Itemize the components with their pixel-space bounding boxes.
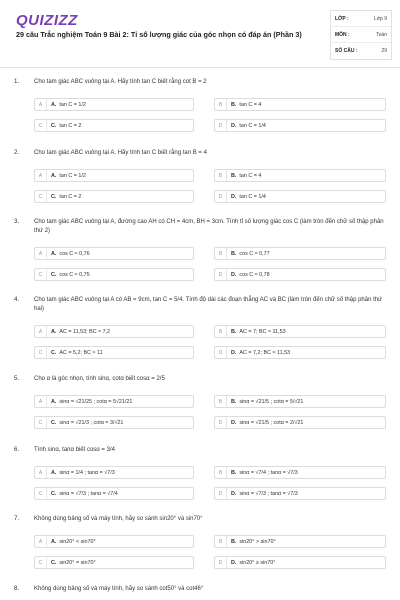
page-header: [0, 0, 400, 68]
option-label: A.: [51, 328, 57, 335]
option-letter-box: C: [35, 347, 47, 358]
option-label: B.: [231, 250, 237, 257]
option-label: D.: [231, 419, 237, 426]
question-number: 8.: [14, 585, 20, 592]
option-text: sinα = √21/5 ; cotα = 2/√21: [239, 419, 304, 426]
option-text: sin20° ≥ sin70°: [239, 559, 276, 566]
option-text: tan C = 4: [239, 101, 262, 108]
option-letter-box: A: [35, 467, 47, 478]
option-d[interactable]: [214, 268, 386, 281]
option-label: A.: [51, 538, 57, 545]
option-d[interactable]: [214, 346, 386, 359]
option-text: tan C = 1/2: [59, 101, 86, 108]
option-b[interactable]: [214, 169, 386, 182]
option-label: C.: [51, 271, 57, 278]
option-label: B.: [231, 469, 237, 476]
option-text: tan C = 2: [59, 122, 82, 129]
option-letter-box: B: [215, 536, 227, 547]
option-letter-box: D: [215, 488, 227, 499]
meta-row-count: [331, 43, 391, 59]
option-text: tan C = 2: [59, 193, 82, 200]
option-label: C.: [51, 419, 57, 426]
option-label: B.: [231, 328, 237, 335]
option-a[interactable]: [34, 325, 194, 338]
option-letter-box: B: [215, 467, 227, 478]
option-letter-box: B: [215, 99, 227, 110]
option-label: A.: [51, 250, 57, 257]
option-label: B.: [231, 101, 237, 108]
option-a[interactable]: [34, 169, 194, 182]
option-text: sin20° < sin70°: [59, 538, 96, 545]
meta-row-subject: [331, 27, 391, 43]
option-text: sinα = 1/4 ; tanα = √7/3: [59, 469, 115, 476]
quizizz-logo: QUIZIZZ: [16, 12, 78, 29]
option-letter-box: B: [215, 396, 227, 407]
question-text: Cho tam giác ABC vuông tại A, đường cao AH có CH = 4cm, BH = 3cm. Tính tỉ số lượng giác cos C (làm tròn đến chữ số thập phân thứ 2): [34, 219, 384, 234]
option-b[interactable]: [214, 247, 386, 260]
option-label: A.: [51, 469, 57, 476]
option-b[interactable]: [214, 325, 386, 338]
option-text: AC = 5,2; BC ≈ 11: [59, 349, 103, 356]
option-label: A.: [51, 398, 57, 405]
option-label: C.: [51, 559, 57, 566]
option-text: tan C = 1/4: [239, 193, 266, 200]
option-b[interactable]: [214, 466, 386, 479]
option-label: D.: [231, 490, 237, 497]
option-letter-box: D: [215, 120, 227, 131]
option-b[interactable]: [214, 98, 386, 111]
option-label: D.: [231, 271, 237, 278]
option-d[interactable]: [214, 487, 386, 500]
meta-row-class: [331, 11, 391, 27]
question-number: 4.: [14, 296, 20, 303]
option-label: D.: [231, 122, 237, 129]
meta-value: Toán: [376, 31, 387, 38]
option-a[interactable]: [34, 395, 194, 408]
option-c[interactable]: [34, 346, 194, 359]
option-label: C.: [51, 122, 57, 129]
option-text: sinα = √21/5 ; cotα = 5/√21: [239, 398, 304, 405]
option-d[interactable]: [214, 556, 386, 569]
option-text: sin20° > sin70°: [239, 538, 276, 545]
question-text: Cho α là góc nhọn, tính sinα, cotα biết cosα = 2/5: [34, 376, 165, 382]
option-letter-box: D: [215, 269, 227, 280]
option-d[interactable]: [214, 119, 386, 132]
meta-label: LỚP :: [335, 15, 349, 22]
option-c[interactable]: [34, 268, 194, 281]
option-a[interactable]: [34, 247, 194, 260]
option-text: cos C ≈ 0,78: [239, 271, 270, 278]
option-label: C.: [51, 349, 57, 356]
option-letter-box: A: [35, 536, 47, 547]
option-letter-box: A: [35, 99, 47, 110]
option-letter-box: D: [215, 417, 227, 428]
option-label: B.: [231, 538, 237, 545]
question-number: 3.: [14, 218, 20, 225]
meta-value: 29: [381, 48, 387, 54]
option-text: AC = 7; BC ≈ 11,53: [239, 328, 286, 335]
option-letter-box: A: [35, 396, 47, 407]
option-letter-box: A: [35, 326, 47, 337]
option-label: C.: [51, 490, 57, 497]
meta-table: [330, 10, 392, 60]
option-c[interactable]: [34, 119, 194, 132]
option-b[interactable]: [214, 395, 386, 408]
option-letter-box: D: [215, 191, 227, 202]
option-text: sinα = √21/3 ; cotα = 3/√21: [59, 419, 124, 426]
option-text: tan C = 4: [239, 172, 262, 179]
question-text: Tính sinα, tanα biết cosα = 3/4: [34, 447, 115, 453]
option-a[interactable]: [34, 535, 194, 548]
option-text: tan C = 1/4: [239, 122, 266, 129]
option-letter-box: A: [35, 170, 47, 181]
option-letter-box: C: [35, 191, 47, 202]
option-b[interactable]: [214, 535, 386, 548]
option-letter-box: B: [215, 248, 227, 259]
question-text: Không dùng bảng số và máy tính, hãy so sánh cot50° và cot46°: [34, 586, 204, 592]
option-text: sinα = √7/4 ; tanα = √7/3: [239, 469, 298, 476]
option-c[interactable]: [34, 416, 194, 429]
option-label: C.: [51, 193, 57, 200]
question-number: 6.: [14, 446, 20, 453]
meta-label: MÔN :: [335, 31, 350, 38]
option-text: cos C ≈ 0,77: [239, 250, 270, 257]
option-text: AC = 7,2; BC ≈ 11,53: [239, 349, 291, 356]
option-text: sinα = √21/25 ; cotα = 5√21/21: [59, 398, 133, 405]
option-a[interactable]: [34, 98, 194, 111]
question-text: Cho tam giác ABC vuông tại A. Hãy tính tan C biết rằng tan B = 4: [34, 150, 207, 156]
option-letter-box: B: [215, 170, 227, 181]
option-text: sinα = √7/3 ; tanα = √7/4: [59, 490, 118, 497]
question-text: Cho tam giác ABC vuông tại A. Hãy tính tan C biết rằng cot B = 2: [34, 79, 207, 85]
document-title: 29 câu Trắc nghiệm Toán 9 Bài 2: Tỉ số lượng giác của góc nhọn có đáp án (Phần 3): [16, 30, 302, 39]
question-text: Không dùng bảng số và máy tính, hãy so sánh sin20° và sin70°: [34, 516, 203, 522]
option-text: AC = 11,53; BC ≈ 7,2: [59, 328, 111, 335]
question-text: Cho tam giác ABC vuông tại A có AB = 9cm, tan C = 5/4. Tính độ dài các đoạn thẳng AC và BC (làm tròn đến chữ số thập phân thứ hai): [34, 297, 383, 312]
meta-value: Lớp 9: [373, 15, 387, 22]
option-text: cos C ≈ 0,75: [59, 271, 90, 278]
option-label: D.: [231, 349, 237, 356]
option-text: tan C = 1/2: [59, 172, 86, 179]
option-label: A.: [51, 101, 57, 108]
option-a[interactable]: [34, 466, 194, 479]
option-c[interactable]: [34, 190, 194, 203]
option-label: D.: [231, 193, 237, 200]
option-text: sin20° = sin70°: [59, 559, 96, 566]
option-label: B.: [231, 398, 237, 405]
option-label: B.: [231, 172, 237, 179]
option-letter-box: C: [35, 269, 47, 280]
question-number: 7.: [14, 515, 20, 522]
option-letter-box: C: [35, 417, 47, 428]
question-number: 2.: [14, 149, 20, 156]
option-label: A.: [51, 172, 57, 179]
option-letter-box: C: [35, 488, 47, 499]
option-d[interactable]: [214, 190, 386, 203]
option-letter-box: C: [35, 557, 47, 568]
option-d[interactable]: [214, 416, 386, 429]
option-text: sinα = √7/3 ; tanα = √7/3: [239, 490, 298, 497]
option-label: D.: [231, 559, 237, 566]
question-number: 5.: [14, 375, 20, 382]
option-c[interactable]: [34, 487, 194, 500]
option-letter-box: B: [215, 326, 227, 337]
option-letter-box: A: [35, 248, 47, 259]
option-text: cos C ≈ 0,76: [59, 250, 90, 257]
option-c[interactable]: [34, 556, 194, 569]
option-letter-box: D: [215, 557, 227, 568]
option-letter-box: D: [215, 347, 227, 358]
question-number: 1.: [14, 78, 20, 85]
meta-label: SỐ CÂU :: [335, 48, 358, 54]
option-letter-box: C: [35, 120, 47, 131]
